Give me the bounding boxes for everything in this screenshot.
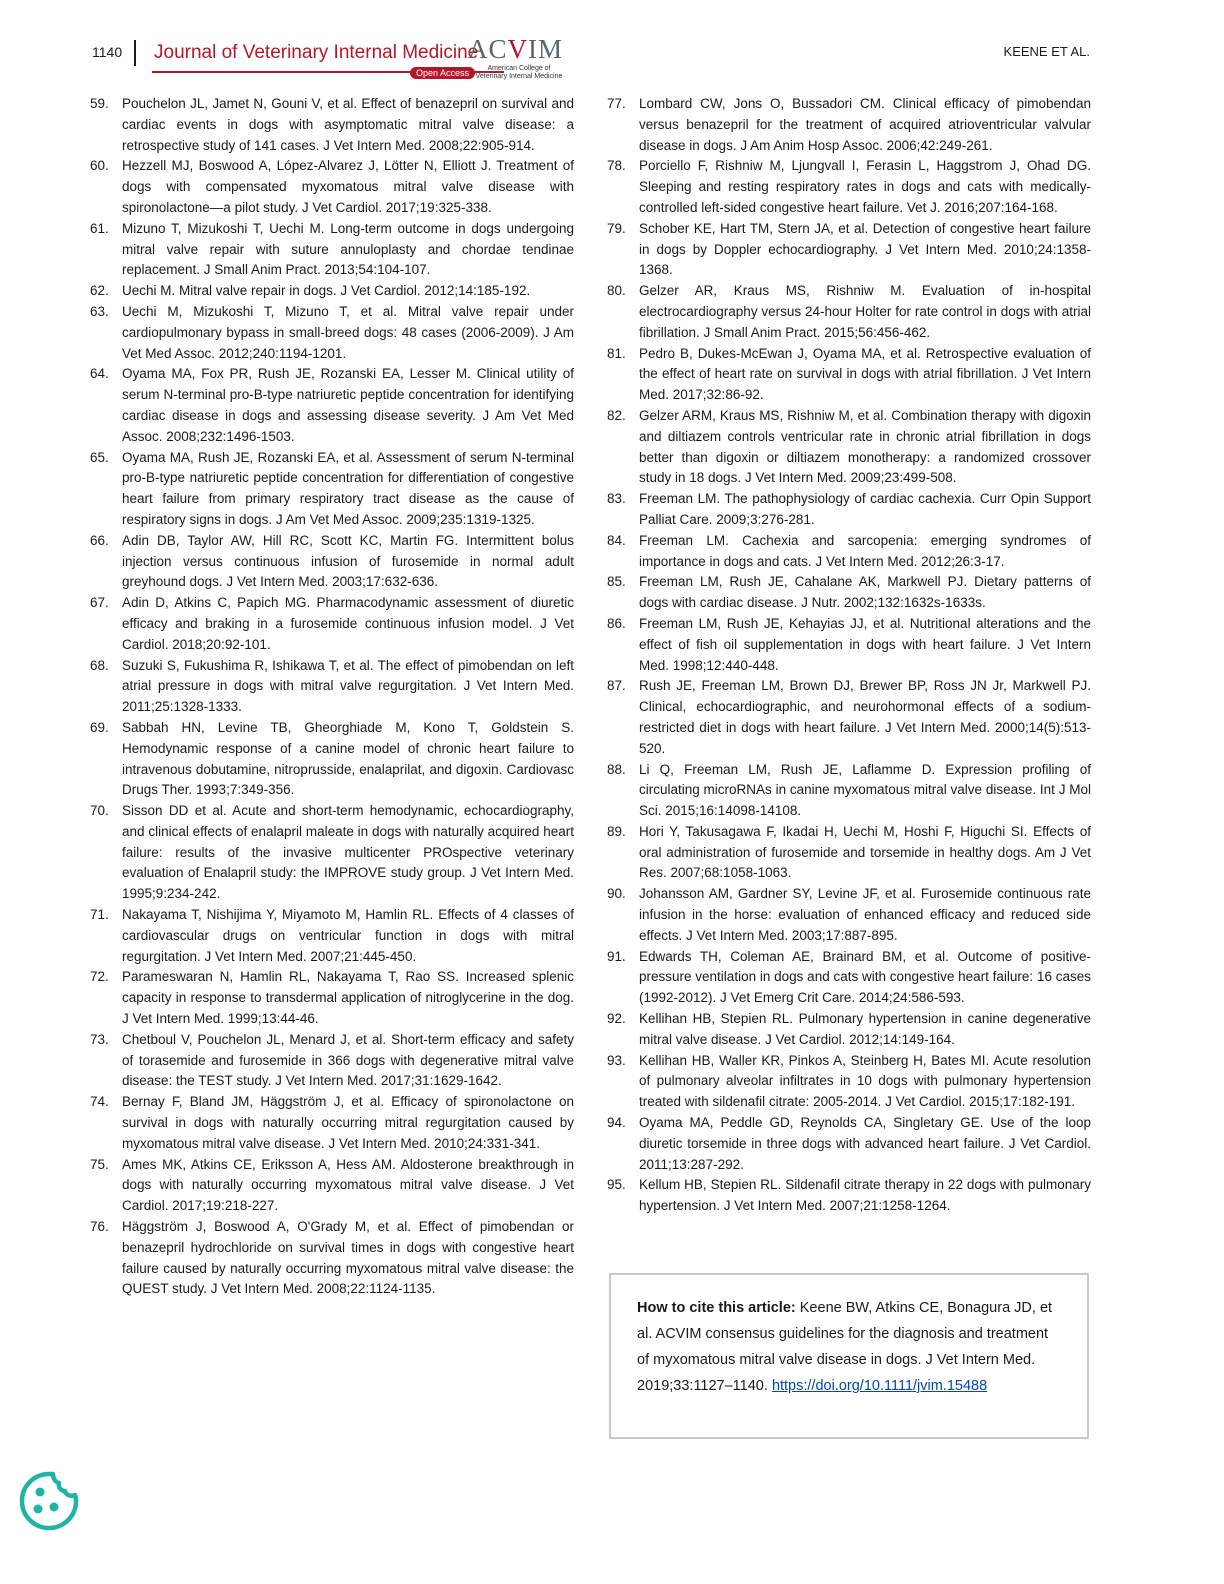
reference-text: Oyama MA, Rush JE, Rozanski EA, et al. Assessment of serum N-terminal pro-B-type natriuretic peptide concentration for differentiation of congestive heart failure from primary respiratory tract disease as the cause of respiratory signs in dogs. J Am Vet Med Assoc. 2009;235:1319-1325. (122, 449, 574, 527)
reference-item (607, 947, 1091, 1009)
reference-item (607, 489, 1091, 531)
reference-text: Lombard CW, Jons O, Bussadori CM. Clinical efficacy of pimobendan versus benazepril for the treatment of acquired atrioventricular valvular disease in dogs. J Am Anim Hosp Assoc. 2006;42:249-261. (639, 96, 1091, 153)
reference-item (607, 219, 1091, 281)
reference-number: 81. (607, 345, 626, 361)
reference-text: Hori Y, Takusagawa F, Ikadai H, Uechi M, Hoshi F, Higuchi SI. Effects of oral administration of furosemide and torsemide in healthy dogs. Am J Vet Res. 2007;68:1058-1063. (639, 823, 1091, 881)
reference-number: 60. (90, 158, 109, 174)
citation-label: How to cite this article: (637, 1300, 796, 1316)
reference-text: Chetboul V, Pouchelon JL, Menard J, et al. Short-term efficacy and safety of torasemide and furosemide in 366 dogs with degenerative mitral valve disease: the TEST study. J Vet Intern Med. 2017;31:1629-1642. (122, 1031, 574, 1089)
reference-text: Kellihan HB, Stepien RL. Pulmonary hypertension in canine degenerative mitral valve disease. J Vet Cardiol. 2012;14:149-164. (639, 1011, 1091, 1047)
reference-number: 83. (607, 491, 626, 507)
reference-number: 67. (90, 595, 109, 611)
reference-text: Pedro B, Dukes-McEwan J, Oyama MA, et al. Retrospective evaluation of the effect of heart rate on survival in dogs with atrial fibrillation. J Vet Intern Med. 2017;32:86-92. (639, 345, 1091, 403)
reference-text: Li Q, Freeman LM, Rush JE, Laflamme D. Expression profiling of circulating microRNAs in canine myxomatous mitral valve disease. Int J Mol Sci. 2015;16:14098-14108. (639, 761, 1091, 819)
reference-number: 72. (90, 969, 109, 985)
reference-item (607, 94, 1091, 156)
reference-text: Adin DB, Taylor AW, Hill RC, Scott KC, Martin FG. Intermittent bolus injection versus continuous infusion of furosemide in normal adult greyhound dogs. J Vet Intern Med. 2003;17:632-636. (122, 532, 574, 590)
reference-number: 94. (607, 1115, 626, 1131)
references-right-column (607, 94, 1091, 1217)
reference-number: 88. (607, 761, 626, 777)
reference-text: Uechi M, Mizukoshi T, Mizuno T, et al. Mitral valve repair under cardiopulmonary bypass in small-breed dogs: 48 cases (2006-2009). J Am Vet Med Assoc. 2012;240:1194-1201. (122, 303, 574, 361)
reference-item (90, 718, 574, 801)
reference-number: 62. (90, 283, 109, 299)
reference-number: 93. (607, 1052, 626, 1068)
reference-number: 74. (90, 1094, 109, 1110)
reference-text: Pouchelon JL, Jamet N, Gouni V, et al. Effect of benazepril on survival and cardiac events in dogs with asymptomatic mitral valve disease: a retrospective study of 141 cases. J Vet Intern Med. 2008;22:905-914. (122, 96, 574, 153)
reference-text: Ames MK, Atkins CE, Eriksson A, Hess AM. Aldosterone breakthrough in dogs with naturally occurring myxomatous mitral valve disease. J Vet Cardiol. 2017;19:218-227. (122, 1156, 574, 1214)
reference-number: 75. (90, 1156, 109, 1172)
reference-number: 87. (607, 678, 626, 694)
reference-item (607, 281, 1091, 343)
reference-text: Hezzell MJ, Boswood A, López-Alvarez J, Lötter N, Elliott J. Treatment of dogs with compensated myxomatous mitral valve disease with spironolactone—a pilot study. J Vet Cardiol. 2017;19:325-338. (122, 158, 574, 215)
reference-number: 76. (90, 1219, 109, 1235)
reference-item (607, 531, 1091, 573)
reference-item (607, 1009, 1091, 1051)
reference-text: Mizuno T, Mizukoshi T, Uechi M. Long-term outcome in dogs undergoing mitral valve repair with suture annuloplasty and chordae tendinae replacement. J Small Anim Pract. 2013;54:104-107. (122, 220, 574, 278)
reference-item (607, 884, 1091, 946)
reference-text: Freeman LM. Cachexia and sarcopenia: emerging syndromes of importance in dogs and cats. J Vet Intern Med. 2012;26:3-17. (639, 532, 1091, 569)
reference-item (90, 448, 574, 531)
reference-text: Gelzer ARM, Kraus MS, Rishniw M, et al. Combination therapy with digoxin and diltiazem controls ventricular rate in chronic atrial fibrillation in dogs better than digoxin or diltiazem monotherapy: a randomized crossover study in 18 dogs. J Vet Intern Med. 2009;23:499-508. (639, 407, 1091, 486)
header-divider (134, 40, 136, 66)
reference-number: 69. (90, 719, 109, 735)
how-to-cite-box (609, 1273, 1089, 1439)
reference-item (607, 676, 1091, 759)
reference-number: 84. (607, 532, 626, 548)
reference-text: Bernay F, Bland JM, Häggström J, et al. Efficacy of spironolactone on survival in dogs with naturally occurring mitral regurgitation caused by myxomatous mitral valve disease. J Vet Intern Med. 2010;24:331-341. (122, 1094, 574, 1151)
reference-number: 73. (90, 1031, 109, 1047)
page-number: 1140 (92, 44, 123, 60)
reference-number: 70. (90, 803, 109, 819)
reference-item (90, 905, 574, 967)
reference-text: Freeman LM, Rush JE, Kehayias JJ, et al. Nutritional alterations and the effect of fish oil supplementation in dogs with heart failure. J Vet Intern Med. 1998;12:440-448. (639, 615, 1091, 673)
reference-item (90, 281, 574, 302)
page-header (92, 34, 1092, 90)
reference-item (90, 1092, 574, 1154)
reference-text: Freeman LM, Rush JE, Cahalane AK, Markwell PJ. Dietary patterns of dogs with cardiac disease. J Nutr. 2002;132:1632s-1633s. (639, 574, 1091, 611)
reference-item (90, 593, 574, 655)
reference-number: 90. (607, 886, 626, 902)
reference-number: 91. (607, 948, 626, 964)
reference-item (607, 614, 1091, 676)
reference-number: 89. (607, 823, 626, 839)
reference-item (607, 1113, 1091, 1175)
reference-item (607, 760, 1091, 822)
reference-text: Schober KE, Hart TM, Stern JA, et al. Detection of congestive heart failure in dogs by Doppler echocardiography. J Vet Intern Med. 2010;24:1358-1368. (639, 220, 1091, 278)
acvim-logo-subtitle: American College of Veterinary Internal Medicine (475, 65, 563, 80)
references-left-column (90, 94, 574, 1300)
reference-text: Kellihan HB, Waller KR, Pinkos A, Steinberg H, Bates MI. Acute resolution of pulmonary alveolar infiltrates in 10 dogs with pulmonary hypertension treated with sildenafil citrate: 2005-2014. J Vet Cardiol. 2015;17:182-191. (639, 1052, 1091, 1110)
reference-number: 95. (607, 1177, 626, 1193)
reference-item (607, 1051, 1091, 1113)
running-authors: KEENE ET AL. (1003, 44, 1090, 59)
reference-item (90, 302, 574, 364)
reference-item (607, 156, 1091, 218)
reference-text: Johansson AM, Gardner SY, Levine JF, et al. Furosemide continuous rate infusion in the horse: evaluation of enhanced efficacy and reduced side effects. J Vet Intern Med. 2003;17:887-895. (639, 886, 1091, 943)
reference-item (90, 1217, 574, 1300)
reference-item (90, 364, 574, 447)
reference-number: 66. (90, 532, 109, 548)
reference-number: 78. (607, 158, 626, 174)
reference-text: Freeman LM. The pathophysiology of cardiac cachexia. Curr Opin Support Palliat Care. 2009;3:276-281. (639, 491, 1091, 527)
reference-text: Uechi M. Mitral valve repair in dogs. J Vet Cardiol. 2012;14:185-192. (122, 283, 531, 299)
reference-number: 79. (607, 220, 626, 236)
reference-number: 64. (90, 366, 109, 382)
reference-number: 71. (90, 907, 109, 923)
reference-text: Parameswaran N, Hamlin RL, Nakayama T, Rao SS. Increased splenic capacity in response to transdermal application of nitroglycerine in the dog. J Vet Intern Med. 1999;13:44-46. (122, 969, 574, 1027)
reference-text: Oyama MA, Fox PR, Rush JE, Rozanski EA, Lesser M. Clinical utility of serum N-terminal pro-B-type natriuretic peptide concentration for identifying cardiac disease in dogs and assessing disease severity. J Am Vet Med Assoc. 2008;232:1496-1503. (122, 366, 574, 444)
reference-item (90, 219, 574, 281)
reference-text: Oyama MA, Peddle GD, Reynolds CA, Singletary GE. Use of the loop diuretic torsemide in three dogs with advanced heart failure. J Vet Cardiol. 2011;13:287-292. (639, 1115, 1091, 1172)
reference-text: Kellum HB, Stepien RL. Sildenafil citrate therapy in 22 dogs with pulmonary hypertension. J Vet Intern Med. 2007;21:1258-1264. (639, 1177, 1091, 1214)
reference-item (607, 406, 1091, 489)
reference-text: Sabbah HN, Levine TB, Gheorghiade M, Kono T, Goldstein S. Hemodynamic response of a canine model of chronic heart failure to intravenous dobutamine, nitroprusside, enalaprilat, and digoxin. Cardiovasc Drugs Ther. 1993;7:349-356. (122, 719, 574, 798)
reference-item (607, 822, 1091, 884)
reference-text: Adin D, Atkins C, Papich MG. Pharmacodynamic assessment of diuretic efficacy and braking in a furosemide continuous infusion model. J Vet Cardiol. 2018;20:92-101. (122, 595, 574, 652)
reference-number: 92. (607, 1011, 626, 1027)
reference-item (90, 1155, 574, 1217)
reference-number: 63. (90, 303, 109, 319)
reference-number: 68. (90, 657, 109, 673)
reference-item (90, 156, 574, 218)
reference-text: Häggström J, Boswood A, O'Grady M, et al. Effect of pimobendan or benazepril hydrochloride on survival times in dogs with congestive heart failure caused by naturally occurring myxomatous mitral valve disease: the QUEST study. J Vet Intern Med. 2008;22:1124-1135. (122, 1219, 574, 1297)
reference-item (607, 572, 1091, 614)
reference-text: Sisson DD et al. Acute and short-term hemodynamic, echocardiography, and clinical effects of enalapril maleate in dogs with naturally acquired heart failure: results of the invasive multicenter PROspective veterinary evaluation of Enalapril study: the IMPROVE study group. J Vet Intern Med. 1995;9:234-242. (122, 803, 574, 902)
reference-item (607, 344, 1091, 406)
reference-text: Edwards TH, Coleman AE, Brainard BM, et al. Outcome of positive-pressure ventilation in dogs and cats with congestive heart failure: 16 cases (1992-2012). J Vet Emerg Crit Care. 2014;24:586-593. (639, 948, 1091, 1006)
citation-text: Keene BW, Atkins CE, Bonagura JD, et al. ACVIM consensus guidelines for the diagnosis and treatment of myxomatous mitral valve disease in dogs. J Vet Intern Med. 2019;33:1127–1140. (637, 1300, 1053, 1394)
reference-number: 86. (607, 615, 626, 631)
reference-text: Gelzer AR, Kraus MS, Rishniw M. Evaluation of in-hospital electrocardiography versus 24-hour Holter for rate control in dogs with atrial fibrillation. J Small Anim Pract. 2015;56:456-462. (639, 283, 1091, 340)
reference-number: 61. (90, 220, 109, 236)
reference-text: Porciello F, Rishniw M, Ljungvall I, Ferasin L, Haggstrom J, Ohad DG. Sleeping and resting respiratory rates in dogs and cats with medically-controlled left-sided congestive heart failure. Vet J. 2016;207:164-168. (639, 158, 1091, 215)
reference-item (90, 656, 574, 718)
journal-title[interactable]: Journal of Veterinary Internal Medicine (154, 42, 479, 63)
reference-text: Suzuki S, Fukushima R, Ishikawa T, et al. The effect of pimobendan on left atrial pressure in dogs with mitral valve regurgitation. J Vet Intern Med. 2011;25:1328-1333. (122, 657, 574, 715)
reference-item (90, 531, 574, 593)
reference-number: 80. (607, 283, 626, 299)
reference-number: 82. (607, 407, 626, 423)
reference-number: 65. (90, 449, 109, 465)
reference-number: 85. (607, 574, 626, 590)
reference-number: 77. (607, 96, 626, 111)
acvim-logo-wordmark: ACVIM (468, 34, 564, 64)
cookie-settings-icon[interactable] (18, 1470, 80, 1532)
reference-item (607, 1175, 1091, 1217)
reference-number: 59. (90, 96, 109, 111)
reference-text: Rush JE, Freeman LM, Brown DJ, Brewer BP, Ross JN Jr, Markwell PJ. Clinical, echocardiographic, and neurohormonal effects of a sodium-restricted diet in dogs with heart failure. J Vet Intern Med. 2000;14(5):513-520. (639, 678, 1091, 756)
citation-doi-link[interactable]: https://doi.org/10.1111/jvim.15488 (771, 1378, 988, 1394)
reference-item (90, 801, 574, 905)
acvim-logo[interactable] (468, 34, 564, 81)
reference-text: Nakayama T, Nishijima Y, Miyamoto M, Hamlin RL. Effects of 4 classes of cardiovascular drugs on ventricular function in dogs with mitral regurgitation. J Vet Intern Med. 2007;21:445-450. (122, 907, 574, 964)
open-access-badge: Open Access (410, 67, 475, 79)
reference-item (90, 94, 574, 156)
reference-item (90, 967, 574, 1029)
reference-item (90, 1030, 574, 1092)
